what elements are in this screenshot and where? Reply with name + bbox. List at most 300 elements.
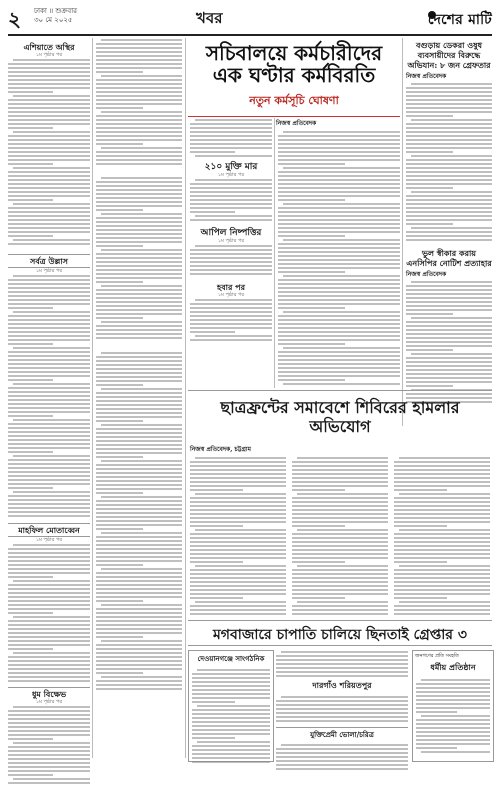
text-line [406, 385, 453, 387]
text-line [8, 139, 90, 141]
text-line [197, 741, 270, 743]
middle-col-3 [394, 456, 490, 616]
text-line [101, 532, 182, 534]
text-line [96, 325, 182, 327]
lead-story [190, 42, 398, 111]
text-line [190, 509, 286, 511]
right-reporter: নিজস্ব প্রতিবেদক [406, 73, 447, 80]
left-byline-3: ১ম পৃষ্ঠার পর [35, 537, 63, 543]
center-column [190, 118, 272, 342]
bottom-story [190, 623, 490, 647]
text-line [8, 295, 90, 297]
brand-name: দেশের মাটি [427, 12, 492, 28]
text-line [96, 237, 182, 239]
text-line [13, 239, 90, 241]
text-line [394, 585, 490, 587]
text-line [278, 207, 400, 209]
lead-subhead-rule [188, 116, 400, 117]
text-line [195, 119, 272, 121]
text-line [96, 516, 182, 518]
text-line [96, 229, 182, 231]
text-line [96, 115, 182, 117]
text-line [8, 774, 53, 776]
text-line [8, 187, 90, 189]
text-line [96, 201, 182, 203]
text-line [8, 467, 90, 469]
text-line [278, 215, 400, 217]
text-line [8, 303, 90, 305]
text-line [416, 691, 490, 693]
text-line [292, 501, 388, 503]
text-line [8, 604, 90, 606]
text-line [8, 612, 53, 614]
text-line [406, 393, 492, 395]
text-line [406, 163, 492, 165]
text-line [13, 95, 90, 97]
text-line [195, 493, 286, 495]
text-line [8, 215, 90, 217]
text-line [394, 537, 490, 539]
center-text-1 [190, 178, 272, 222]
text-line [8, 159, 90, 161]
text-line [278, 327, 400, 329]
text-line [190, 323, 272, 325]
text-line [278, 291, 400, 293]
text-line [13, 706, 90, 708]
text-line [8, 730, 90, 732]
text-line [190, 597, 243, 599]
right-column [406, 38, 492, 438]
text-line [278, 183, 400, 185]
text-line [8, 243, 90, 245]
text-line [8, 588, 90, 590]
text-line [96, 197, 182, 199]
text-line [8, 231, 90, 233]
text-line [190, 191, 272, 193]
text-line [278, 211, 400, 213]
text-line [195, 335, 272, 337]
text-line [96, 71, 143, 73]
text-line [8, 632, 90, 634]
text-line [406, 305, 492, 307]
text-line [8, 754, 90, 756]
text-line [101, 604, 182, 606]
text-line [96, 556, 182, 558]
text-line [406, 333, 492, 335]
text-line [96, 47, 182, 49]
text-line [190, 525, 243, 527]
text-line [278, 155, 400, 157]
center-headline-2: আপিল নিষ্পত্তির [200, 228, 262, 238]
text-line [13, 742, 90, 744]
text-line [8, 548, 90, 550]
text-line [276, 716, 408, 718]
text-line [96, 356, 182, 358]
text-line [281, 651, 408, 653]
text-line [96, 620, 182, 622]
text-line [96, 400, 182, 402]
text-line [8, 279, 90, 281]
text-line [406, 289, 492, 291]
text-line [190, 199, 272, 201]
text-line [192, 733, 270, 735]
section-title: খবর [196, 9, 223, 27]
text-line [96, 584, 182, 586]
text-line [8, 323, 90, 325]
text-line [292, 541, 388, 543]
center-headline-3: হবার পর [217, 282, 245, 292]
page-date [34, 7, 77, 25]
text-line [101, 285, 182, 287]
text-line [276, 768, 408, 770]
text-line [96, 464, 182, 466]
column-divider [274, 118, 275, 388]
text-line [192, 745, 270, 747]
text-line [8, 107, 90, 109]
text-line [101, 111, 182, 113]
text-line [292, 485, 388, 487]
text-line [190, 473, 286, 475]
bottom-box-4-sub: জনগণের প্রতি সংহতি [415, 653, 459, 659]
text-line [8, 762, 90, 764]
right-body-2 [406, 280, 492, 404]
text-line [8, 515, 90, 517]
text-line [416, 727, 490, 729]
text-line [190, 269, 272, 271]
text-line [8, 147, 90, 149]
text-line [8, 770, 90, 772]
text-line [394, 597, 447, 599]
text-line [96, 289, 182, 291]
text-line [190, 569, 286, 571]
text-line [406, 203, 492, 205]
left-headline-3: মাহফিল মোতাব্বেন [8, 523, 90, 537]
text-line [406, 329, 492, 331]
text-line [96, 540, 182, 542]
text-line [292, 513, 388, 515]
text-line [8, 644, 90, 646]
text-line [406, 377, 492, 379]
text-line [278, 355, 400, 357]
column-divider [92, 38, 93, 758]
text-line [96, 660, 182, 662]
left-byline-1: ১ম পৃষ্ঠার পর [35, 52, 63, 58]
text-line [278, 255, 400, 257]
text-line [8, 327, 90, 329]
text-line [190, 147, 272, 149]
text-line [96, 301, 182, 303]
text-line [8, 758, 90, 760]
text-line [96, 436, 182, 438]
text-line [96, 163, 182, 165]
text-line [8, 227, 90, 229]
text-line [96, 624, 182, 626]
text-line [394, 509, 490, 511]
text-line [416, 739, 490, 741]
text-line [8, 343, 53, 345]
center-left-text-2 [96, 176, 182, 341]
text-line [278, 231, 400, 233]
text-line [101, 568, 182, 570]
text-line [190, 151, 235, 153]
left-text-block-3 [8, 543, 90, 683]
text-line [394, 497, 490, 499]
middle-col-3-text [394, 456, 490, 616]
text-line [190, 273, 272, 275]
text-line [8, 199, 53, 201]
text-line [276, 655, 408, 657]
center-left-column [96, 38, 182, 758]
middle-story-body [190, 446, 490, 453]
text-line [190, 319, 272, 321]
text-line [96, 380, 182, 382]
text-line [96, 448, 182, 450]
text-line [96, 127, 182, 129]
text-line [406, 297, 492, 299]
text-line [406, 293, 492, 295]
text-line [278, 191, 400, 193]
text-line [8, 431, 90, 433]
text-line [190, 613, 286, 615]
text-line [96, 528, 143, 530]
text-line [406, 135, 492, 137]
text-line [292, 545, 388, 547]
text-line [406, 223, 453, 225]
text-line [13, 778, 90, 780]
text-line [399, 529, 490, 531]
text-line [8, 640, 90, 642]
text-line [96, 99, 182, 101]
text-line [8, 363, 90, 365]
text-line [292, 489, 345, 491]
text-line [195, 565, 286, 567]
text-line [192, 737, 235, 739]
center-left-text-3 [96, 351, 182, 691]
text-line [421, 751, 490, 753]
text-line [394, 505, 490, 507]
center-left-text-1 [96, 38, 182, 166]
middle-headline: ছাত্রফ্রন্টের সমাবেশে শিবিরের হামলার অভিযোগ [220, 398, 460, 436]
text-line [190, 533, 286, 535]
text-line [96, 209, 143, 211]
text-line [8, 608, 90, 610]
text-line [276, 764, 408, 766]
center-text-2 [190, 244, 272, 278]
text-line [192, 689, 270, 691]
text-line [394, 577, 490, 579]
text-line [96, 600, 143, 602]
text-line [96, 155, 182, 157]
text-line [197, 669, 270, 671]
text-line [416, 683, 490, 685]
text-line [96, 217, 182, 219]
text-line [190, 461, 286, 463]
text-line [96, 512, 182, 514]
text-line [8, 734, 90, 736]
text-line [96, 396, 182, 398]
text-line [96, 360, 182, 362]
text-line [278, 339, 400, 341]
text-line [394, 545, 490, 547]
text-line [278, 247, 400, 249]
text-line [101, 352, 182, 354]
text-line [406, 219, 492, 221]
text-line [101, 676, 182, 678]
text-line [8, 503, 90, 505]
text-line [278, 335, 400, 337]
text-line [283, 131, 400, 133]
text-line [278, 147, 400, 149]
text-line [190, 331, 235, 333]
text-line [8, 435, 90, 437]
text-line [276, 748, 408, 750]
text-line [292, 593, 388, 595]
text-line [8, 483, 90, 485]
text-line [406, 313, 453, 315]
text-line [190, 481, 286, 483]
center-byline-2: ১ম পৃষ্ঠার পর [217, 238, 245, 244]
text-line [292, 497, 388, 499]
text-line [394, 477, 490, 479]
text-line [278, 151, 400, 153]
text-line [292, 469, 388, 471]
text-line [101, 147, 182, 149]
text-line [283, 347, 400, 349]
text-line [96, 632, 182, 634]
text-line [278, 227, 400, 229]
text-line [8, 624, 90, 626]
text-line [8, 672, 90, 674]
text-line [192, 713, 270, 715]
text-line [96, 616, 182, 618]
text-line [192, 681, 270, 683]
text-line [96, 261, 182, 263]
text-line [8, 572, 90, 574]
text-line [190, 265, 272, 267]
text-line [8, 87, 90, 89]
text-line [96, 193, 182, 195]
column-divider [402, 38, 403, 426]
text-line [406, 95, 492, 97]
text-line [416, 731, 490, 733]
text-line [394, 549, 490, 551]
text-line [8, 355, 90, 357]
text-line [394, 513, 490, 515]
text-line [8, 135, 90, 137]
text-line [101, 388, 182, 390]
text-line [96, 500, 182, 502]
text-line [190, 513, 286, 515]
text-line [406, 123, 492, 125]
text-line [96, 95, 182, 97]
text-line [278, 367, 400, 369]
text-line [278, 187, 400, 189]
bottom-box-1-text [192, 668, 270, 764]
text-line [190, 573, 286, 575]
text-line [192, 709, 270, 711]
text-line [278, 371, 400, 373]
text-line [8, 63, 90, 65]
text-line [292, 609, 388, 611]
text-line [8, 127, 53, 129]
text-line [96, 476, 182, 478]
text-line [292, 553, 388, 555]
text-line [406, 171, 492, 173]
text-line [8, 179, 90, 181]
text-line [8, 163, 53, 165]
lead-subhead: নতুন কর্মসূচি ঘোষণা [249, 94, 339, 107]
text-line [276, 671, 408, 673]
middle-col-1 [190, 456, 286, 616]
text-line [394, 521, 490, 523]
text-line [96, 225, 182, 227]
text-line [406, 309, 492, 311]
text-line [278, 299, 400, 301]
text-line [96, 333, 182, 335]
text-line [416, 695, 490, 697]
text-line [394, 461, 490, 463]
text-line [394, 525, 447, 527]
text-line [192, 725, 270, 727]
text-line [96, 277, 182, 279]
text-line [190, 303, 272, 305]
text-line [96, 67, 182, 69]
bottom-box-4 [412, 650, 494, 762]
text-line [192, 697, 270, 699]
text-line [96, 55, 182, 57]
text-line [8, 103, 90, 105]
text-line [394, 561, 447, 563]
text-line [278, 331, 400, 333]
text-line [8, 439, 90, 441]
text-line [96, 572, 182, 574]
text-line [406, 325, 492, 327]
text-line [8, 415, 53, 417]
text-line [190, 139, 272, 141]
text-line [96, 444, 182, 446]
text-line [96, 83, 182, 85]
text-line [195, 215, 272, 217]
text-line [8, 487, 53, 489]
text-line [96, 384, 143, 386]
text-line [96, 159, 182, 161]
text-line [394, 481, 490, 483]
text-line [96, 560, 182, 562]
text-line [394, 609, 490, 611]
text-line [192, 729, 270, 731]
date-line-1: ঢাকা ॥ শুক্রবার [34, 7, 77, 15]
text-line [8, 195, 90, 197]
text-line [406, 183, 492, 185]
text-line [96, 59, 182, 61]
text-line [406, 139, 492, 141]
text-line [276, 720, 408, 722]
text-line [190, 541, 286, 543]
text-line [8, 407, 90, 409]
text-line [416, 687, 490, 689]
text-line [192, 721, 270, 723]
date-line-2: ৩০ মে ২০২৫ [34, 16, 73, 24]
text-line [101, 75, 182, 77]
bottom-box-2-text-a [276, 650, 408, 678]
text-line [421, 679, 490, 681]
text-line [8, 726, 90, 728]
text-line [297, 565, 388, 567]
text-line [406, 143, 492, 145]
text-line [96, 684, 182, 686]
text-line [96, 269, 182, 271]
text-line [8, 660, 90, 662]
